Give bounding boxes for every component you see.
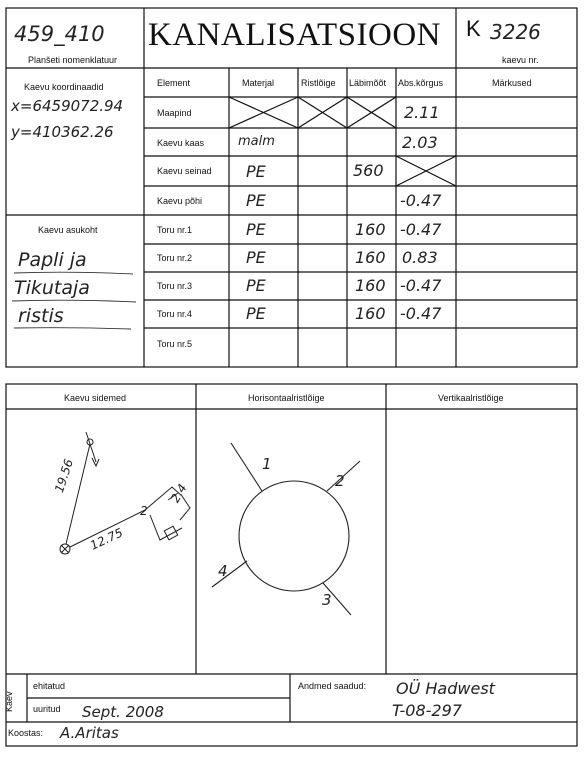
surveyed-label: uuritud <box>33 704 61 714</box>
row-diameter: 560 <box>353 161 384 180</box>
row-element: Kaevu põhi <box>157 196 203 206</box>
row-material: malm <box>238 134 275 149</box>
pipe-label-3: 3 <box>322 591 332 609</box>
row-height: -0.47 <box>400 304 442 323</box>
row-diameter: 160 <box>355 220 386 239</box>
row-height: -0.47 <box>400 191 442 210</box>
col-header-material: Materjal <box>242 78 275 88</box>
row-diameter: 160 <box>355 304 386 323</box>
pipe-label-4: 4 <box>218 562 228 580</box>
tie-distance-a: 19.56 <box>52 457 76 495</box>
sheet-number: 459_410 <box>14 22 105 46</box>
row-element: Toru nr.3 <box>157 281 193 291</box>
data-received-value-2: T-08-297 <box>392 701 462 720</box>
tie-distance-b: 12.75 <box>88 525 126 553</box>
section-horizontal: Horisontaalristlõige <box>248 393 325 403</box>
well-label: kaevu nr. <box>502 55 539 65</box>
row-height: 2.11 <box>404 103 440 122</box>
row-material: PE <box>246 191 266 210</box>
coordinate-x: x=6459072.94 <box>11 97 124 115</box>
row-diameter: 160 <box>355 248 386 267</box>
row-height: 2.03 <box>402 133 438 152</box>
page-title: KANALISATSIOON <box>148 17 441 53</box>
row-element: Toru nr.2 <box>157 253 193 263</box>
pipe-label-2: 2 <box>335 472 345 490</box>
row-material: PE <box>246 220 266 239</box>
kaev-label: Kaev <box>4 691 14 712</box>
coordinates-label: Kaevu koordinaadid <box>24 82 104 92</box>
pipe-label-1: 1 <box>262 455 272 473</box>
col-header-notes: Märkused <box>492 78 532 88</box>
tie-distance-c: 2 <box>140 504 148 518</box>
location-label: Kaevu asukoht <box>38 225 98 235</box>
location-line-2: Tikutaja <box>14 277 90 299</box>
location-line-3: ristis <box>18 305 64 327</box>
compiled-value: A.Aritas <box>60 724 119 742</box>
row-height: -0.47 <box>400 220 442 239</box>
built-label: ehitatud <box>33 681 66 691</box>
col-header-diameter: Läbimõõt <box>349 78 387 88</box>
row-material: PE <box>246 162 266 181</box>
compiled-label: Koostas: <box>8 728 44 738</box>
section-ties: Kaevu sidemed <box>64 393 127 403</box>
section-vertical: Vertikaalristlõige <box>438 393 504 403</box>
row-element: Kaevu seinad <box>157 166 212 176</box>
row-material: PE <box>246 248 266 267</box>
row-diameter: 160 <box>355 276 386 295</box>
col-header-element: Element <box>157 78 191 88</box>
row-height: -0.47 <box>400 276 442 295</box>
row-element: Kaevu kaas <box>157 138 205 148</box>
row-material: PE <box>246 304 266 323</box>
data-received-value-1: OÜ Hadwest <box>396 679 495 698</box>
data-received-label: Andmed saadud: <box>298 681 367 691</box>
well-prefix: K <box>466 16 481 41</box>
row-element: Toru nr.1 <box>157 225 193 235</box>
row-material: PE <box>246 276 266 295</box>
row-element: Maapind <box>157 108 192 118</box>
tie-distance-d: 2.4 <box>168 481 190 505</box>
col-header-cross-section: Ristlõige <box>301 78 336 88</box>
horizontal-section-sketch <box>212 443 360 615</box>
row-element: Toru nr.5 <box>157 339 193 349</box>
surveyed-value: Sept. 2008 <box>82 703 164 721</box>
row-element: Toru nr.4 <box>157 309 193 319</box>
coordinate-y: y=410362.26 <box>11 123 114 141</box>
row-height: 0.83 <box>402 248 438 267</box>
col-header-abs-height: Abs.kõrgus <box>398 78 444 88</box>
location-line-1: Papli ja <box>18 249 87 271</box>
well-number: 3226 <box>490 20 541 44</box>
sheet-label: Planšeti nomenklatuur <box>28 55 118 65</box>
